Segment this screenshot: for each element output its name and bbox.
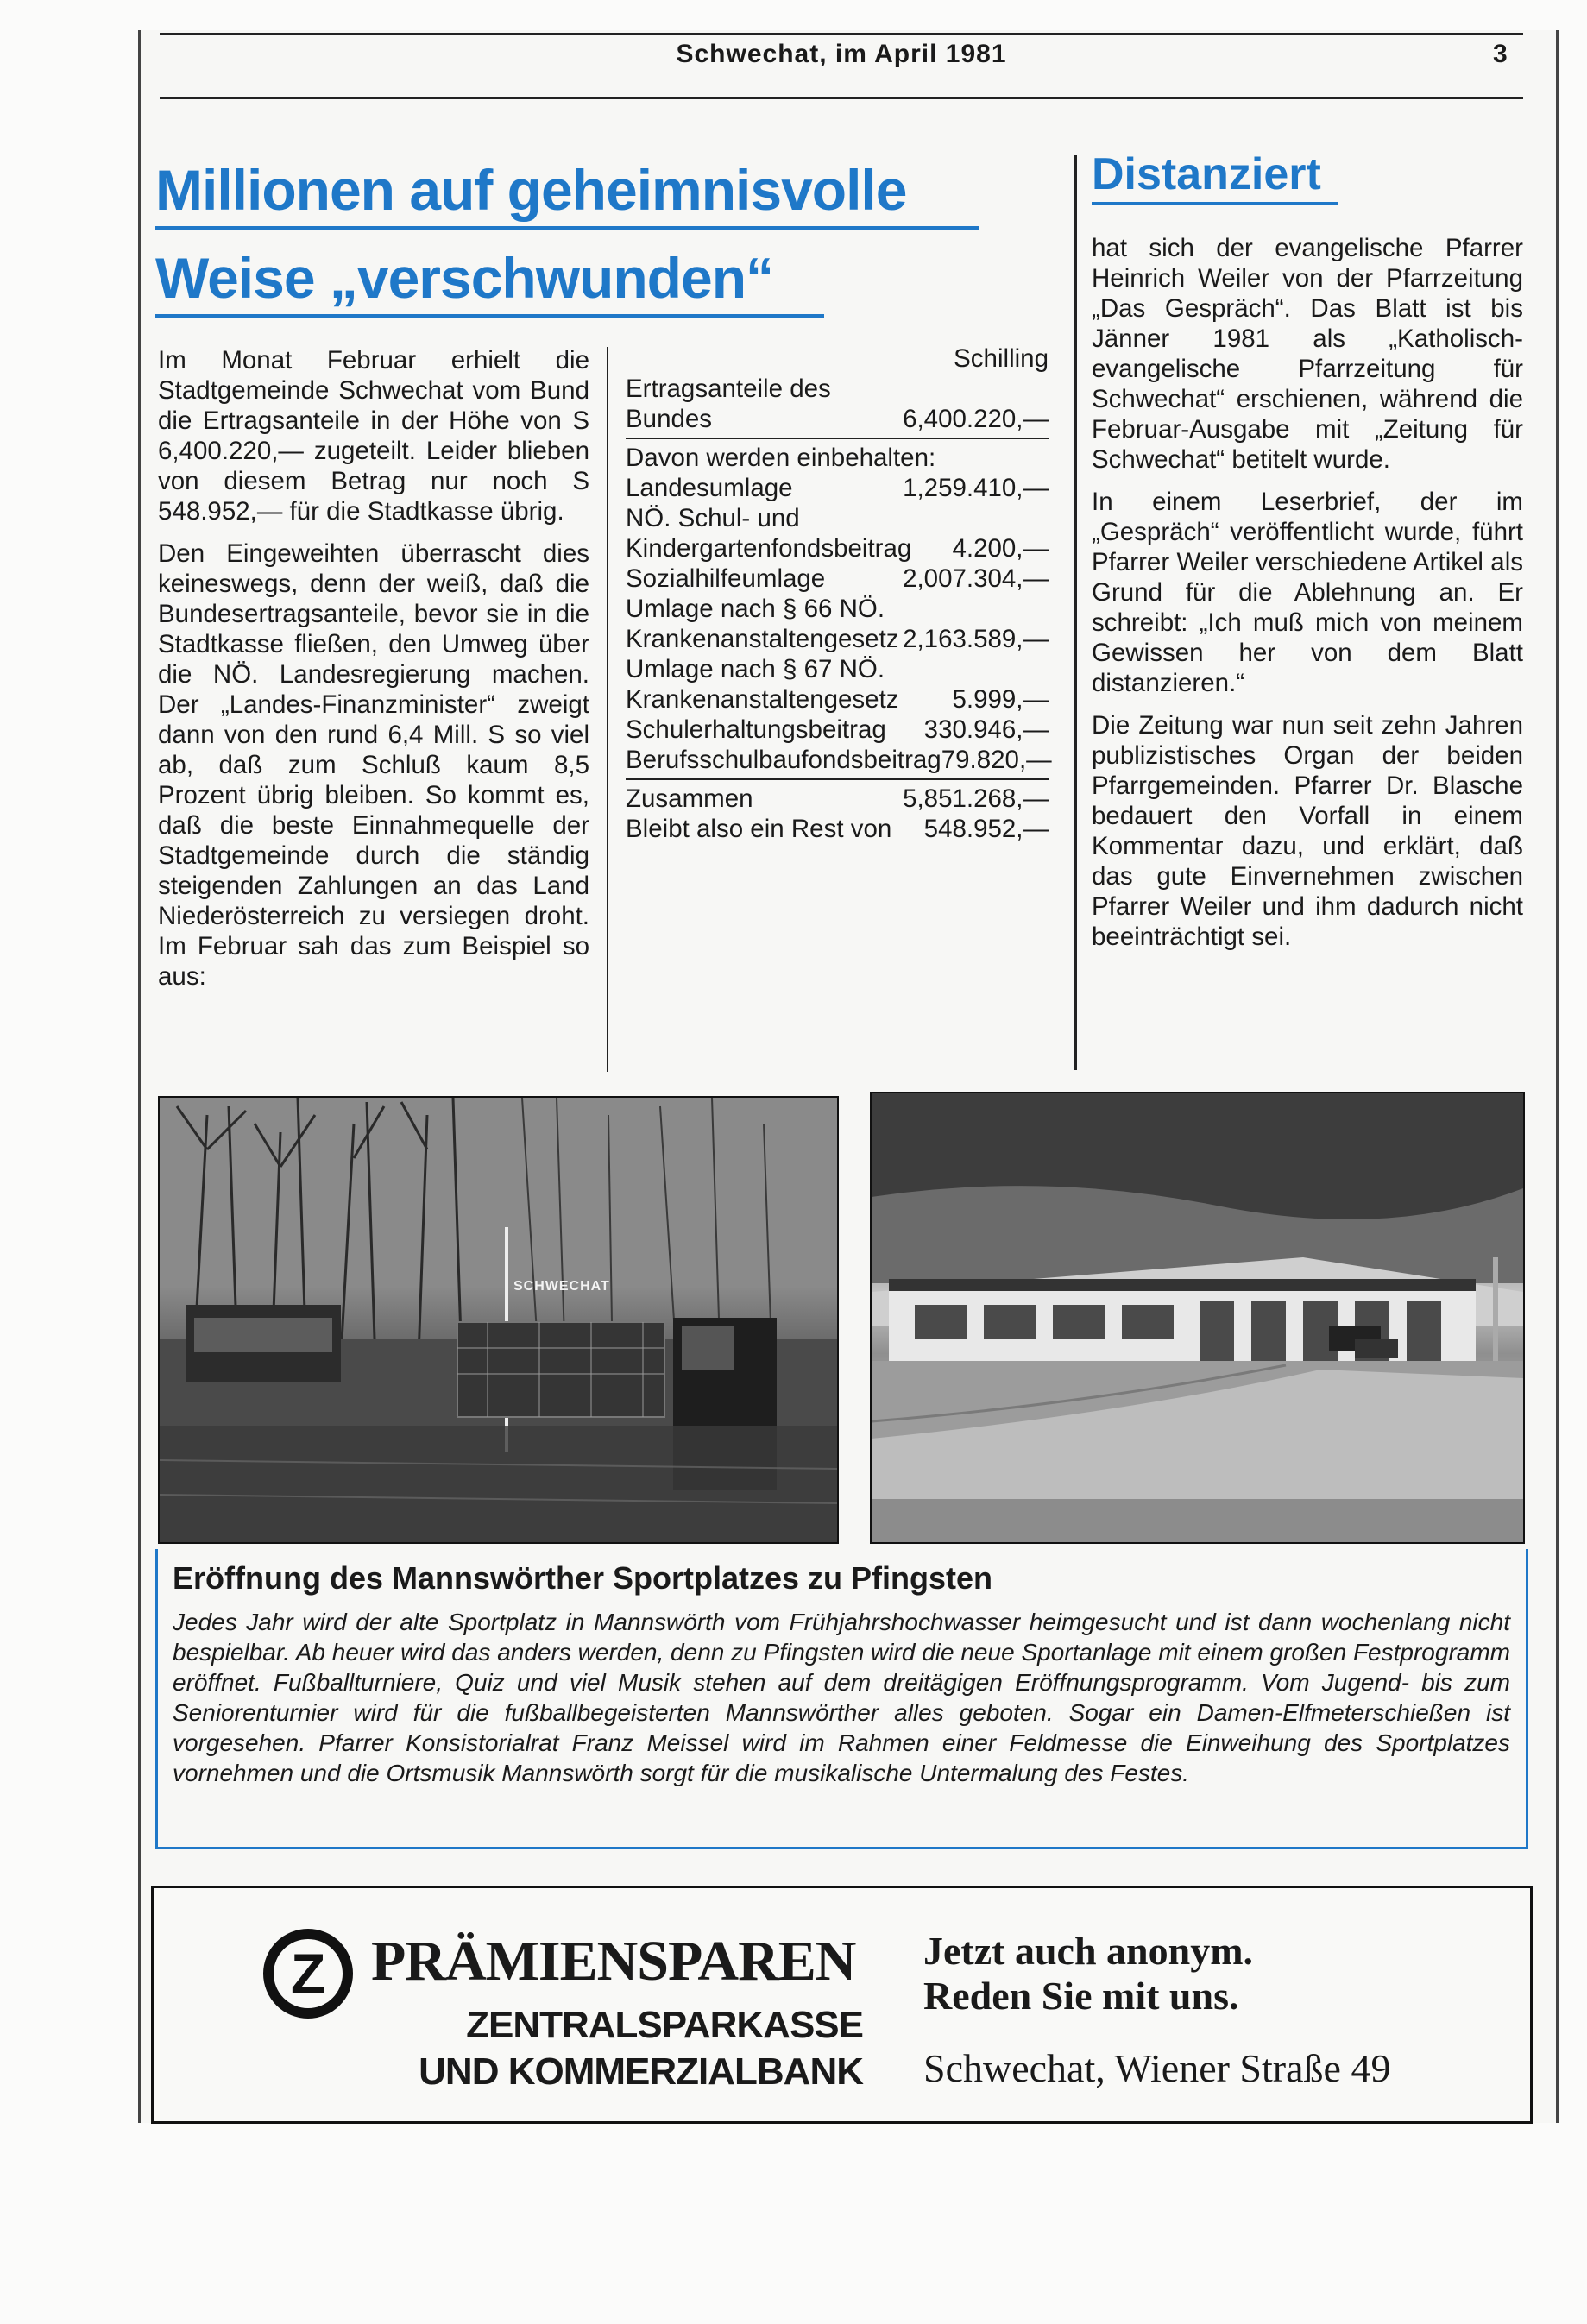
- z-logo-icon: [259, 1924, 358, 2024]
- table-sum-rule: [626, 778, 1049, 780]
- right-column-rule: [1074, 155, 1077, 1070]
- article-body: [158, 345, 589, 1004]
- event-text: Jedes Jahr wird der alte Sportplatz in Mannswörth vom Frühjahrshochwasser heimgesucht und ist dann wochenlang nicht bespielbar. Ab heuer wird das anders werden, denn zu Pfingsten wird die neue Sportanlage mit einem großen Festprogramm eröffnet. Fußballturniere, Quiz und viel Musik stehen auf dem dreitägigen Eröffnungsprogramm. Vom Jugend- bis zum Seniorenturnier wird für die fußballbegeisterten Mannswörther alles geboten. Sogar ein Damen-Elfmeterschießen ist vorgesehen. Pfarrer Konsistorialrat Franz Meissel wird im Rahmen einer Feldmesse die Einweihung des Sportplatzes vornehmen und die Ortsmusik Mannswörth sorgt für die musikalische Untermalung des Festes.: [173, 1609, 1510, 1786]
- column-divider: [607, 347, 608, 1072]
- page-number: 3: [1493, 40, 1508, 68]
- side-paragraph-2: In einem Leserbrief, der im „Gespräch“ veröffentlicht wurde, führt Pfarrer Weiler verschiedene Artikel als Grund für die Ablehnung an. Er schreibt: „Ich muß mich von meinem Gewissen her von dem Blatt distanzieren.“: [1092, 488, 1523, 697]
- revenue-table: [626, 343, 1052, 844]
- header-bottom-rule: [160, 97, 1523, 99]
- header-title: Schwechat, im April 1981: [676, 40, 1007, 68]
- table-row: Landesumlage 1,259.410,—: [626, 474, 1049, 502]
- article-paragraph-2: Den Eingeweihten überrascht dies keineswegs, denn der weiß, daß die Bundesertragsanteile, bevor sie in die Stadtkasse fließen, den Umweg über die NÖ. Landesregierung machen. Der „Landes-Finanzminister“ zweigt dann von den rund 6,4 Mill. S so viel ab, daß zum Schluß kaum 8,5 Prozent übrig bleiben. So kommt es, daß die beste Einnahmequelle der Stadtgemeinde durch die ständig steigenden Zahlungen an das Land Niederösterreich zu versiegen droht. Im Februar sah das zum Beispiel so aus:: [158, 539, 589, 991]
- ad-brand: PRÄMIENSPAREN: [371, 1930, 856, 1993]
- ad-address: Schwechat, Wiener Straße 49: [923, 2046, 1391, 2090]
- table-row: Umlage nach § 67 NÖ. Krankenanstaltengesetz 5.999,—: [626, 655, 1049, 714]
- photo-building-drawing: [872, 1093, 1523, 1542]
- side-article: [1092, 233, 1523, 964]
- photo-sign-text: SCHWECHAT: [513, 1279, 610, 1294]
- table-row: Schulerhaltungsbeitrag 330.946,—: [626, 715, 1049, 744]
- side-headline: Distanziert: [1092, 147, 1338, 205]
- header-top-rule: [160, 33, 1523, 35]
- table-row: Umlage nach § 66 NÖ. Krankenanstaltengesetz 2,163.589,—: [626, 595, 1049, 653]
- z-logo-letter: Z: [290, 1942, 326, 2006]
- table-separator: [626, 438, 1049, 439]
- ad-slogan: Jetzt auch anonym. Reden Sie mit uns.: [923, 1929, 1254, 2018]
- event-title: Eröffnung des Mannswörther Sportplatzes zu Pfingsten: [173, 1560, 993, 1596]
- table-row: NÖ. Schul- und Kindergartenfondsbeitrag 4.200,—: [626, 504, 1049, 563]
- article-paragraph-1: Im Monat Februar erhielt die Stadtgemeinde Schwechat vom Bund die Ertragsanteile in der Höhe von S 6,400.220,— zugeteilt. Leider blieben von diesem Betrag nur noch S 548.952,— für die Stadtkasse übrig.: [158, 346, 589, 526]
- table-row: Sozialhilfeumlage 2,007.304,—: [626, 564, 1049, 593]
- ad-bank-name: ZENTRALSPARKASSE UND KOMMERZIALBANK: [419, 2004, 863, 2093]
- photo-flooded-sportsground: [158, 1096, 839, 1544]
- table-row: Bleibt also ein Rest von 548.952,—: [626, 815, 1049, 843]
- table-row: Ertragsanteile des Bundes 6,400.220,—: [626, 375, 1049, 433]
- table-row: Berufsschulbaufondsbeitrag 79.820,—: [626, 746, 1052, 774]
- table-row: Zusammen 5,851.268,—: [626, 784, 1049, 813]
- table-row: Davon werden einbehalten:: [626, 444, 936, 472]
- side-paragraph-3: Die Zeitung war nun seit zehn Jahren publizistisches Organ der beiden Pfarrgemeinden. Pfarrer Dr. Blasche bedauert den Vorfall in einem Kommentar dazu, und erklärt, daß das gute Einvernehmen zwischen Pfarrer Weiler und ihm dadurch nicht beeinträchtigt sei.: [1092, 711, 1523, 951]
- article-headline: [155, 147, 1001, 318]
- photo-sports-building: [870, 1092, 1525, 1544]
- photo-flood-drawing: [160, 1098, 837, 1542]
- headline-line-1: Millionen auf geheimnisvolle: [155, 147, 979, 230]
- headline-line-2: Weise „verschwunden“: [155, 235, 824, 318]
- table-unit: Schilling: [954, 344, 1049, 373]
- side-paragraph-1: hat sich der evangelische Pfarrer Heinrich Weiler von der Pfarrzeitung „Das Gespräch“. Das Blatt ist bis Jänner 1981 als „Katholisch-evangelische Pfarrzeitung für Schwechat“ erschienen, während die Februar-Ausgabe mit „Zeitung für Schwechat“ betitelt wurde.: [1092, 234, 1523, 474]
